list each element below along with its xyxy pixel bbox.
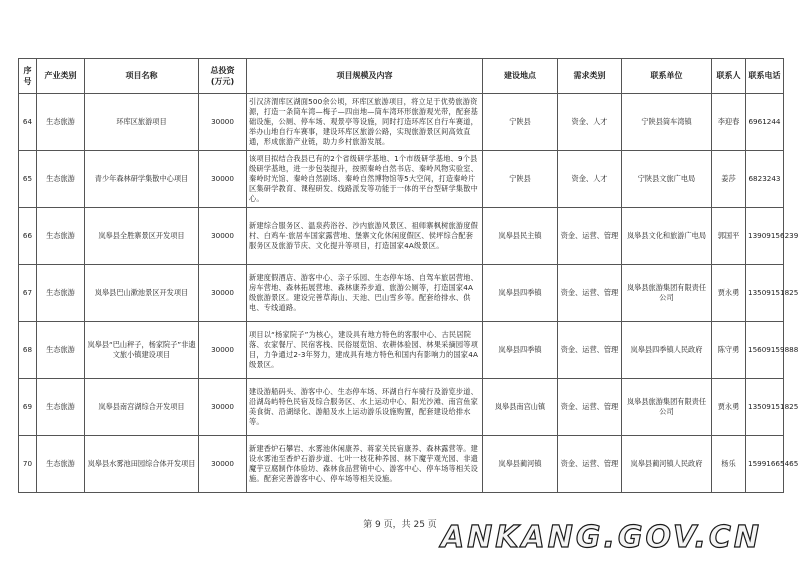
cell-name: 岚皋县南宫湖综合开发项目 (85, 379, 199, 436)
header-investment: 总投资 (万元) (199, 59, 247, 94)
cell-seq: 68 (19, 322, 37, 379)
table-row (19, 208, 784, 265)
watermark-logo: ANKANG.GOV.CN (440, 520, 762, 555)
cell-scope: 该项目拟结合我县已有的2个省级研学基地、1个市级研学基地、9个县级研学基地，进一步包装提升，按照秦岭自然书店、秦岭风物实验室、秦岭时光馆、秦岭自然剧场、秦岭自然博物馆等5大空间，打造秦岭片区集研学教育、课程研发、线路派发等功能于一体的平台型研学集散中心。 (247, 151, 483, 208)
cell-industry: 生态旅游 (37, 151, 85, 208)
cell-seq: 69 (19, 379, 37, 436)
cell-industry: 生态旅游 (37, 379, 85, 436)
cell-phone: 6823243 (746, 151, 784, 208)
cell-investment: 30000 (199, 379, 247, 436)
cell-scope: 新建综合服务区、温泉药浴谷、沙内旅游风景区、祖师寨枫树旅游度假村、白鸡车·旅居车国家露营地、堡寨文化休闲度假区、侯坪综合配套服务区及旅游节庆、文化提升等项目，打造国家4A级景区。 (247, 208, 483, 265)
cell-location: 岚皋县四季镇 (483, 265, 558, 322)
cell-industry: 生态旅游 (37, 94, 85, 151)
cell-name: 岚皋县全胜寨景区开发项目 (85, 208, 199, 265)
cell-scope: 建设游船码头、游客中心、生态停车场、环湖自行车骑行及游览步道、沿湖岛屿特色民宿及综合服务区、水上运动中心、阳光沙滩、南宫鱼家美食街、沿湖绿化、游船及水上运动游乐设施购置，配套建设给排水等。 (247, 379, 483, 436)
table-row (19, 265, 784, 322)
header-scope: 项目规模及内容 (247, 59, 483, 94)
cell-investment: 30000 (199, 208, 247, 265)
header-demand: 需求类别 (558, 59, 622, 94)
header-industry: 产业类别 (37, 59, 85, 94)
cell-location: 岚皋县南宫山镇 (483, 379, 558, 436)
cell-demand: 资金、运营、管理 (558, 322, 622, 379)
table-row (19, 151, 784, 208)
header-unit: 联系单位 (622, 59, 712, 94)
table-row (19, 436, 784, 493)
cell-unit: 宁陕县文旅广电局 (622, 151, 712, 208)
cell-unit: 岚皋县蔺河镇人民政府 (622, 436, 712, 493)
cell-contact: 杨乐 (712, 436, 746, 493)
cell-phone: 13509151825 (746, 379, 784, 436)
header-location: 建设地点 (483, 59, 558, 94)
cell-contact: 李迎春 (712, 94, 746, 151)
cell-unit: 岚皋县四季镇人民政府 (622, 322, 712, 379)
cell-seq: 70 (19, 436, 37, 493)
cell-demand: 资金、人才 (558, 151, 622, 208)
cell-name: 岚皋县“巴山秤子，杨家院子”非遗文旅小镇建设项目 (85, 322, 199, 379)
cell-location: 宁陕县 (483, 94, 558, 151)
cell-demand: 资金、运营、管理 (558, 436, 622, 493)
project-table (18, 58, 799, 493)
cell-unit: 岚皋县文化和旅游广电局 (622, 208, 712, 265)
cell-investment: 30000 (199, 265, 247, 322)
header-phone: 联系电话 (746, 59, 784, 94)
cell-demand: 资金、运营、管理 (558, 208, 622, 265)
cell-phone: 6961244 (746, 94, 784, 151)
cell-contact: 陈守勇 (712, 322, 746, 379)
cell-industry: 生态旅游 (37, 436, 85, 493)
cell-industry: 生态旅游 (37, 265, 85, 322)
cell-phone: 13509151825 (746, 265, 784, 322)
cell-scope: 新建度假酒店、游客中心、亲子乐园、生态停车场、自驾车旅居营地、房车营地、森林拓展营地、森林康养步道、旅游公厕等，打造国家4A级旅游景区。建设完善草海山、天池、巴山雪乡等。配套给排水、供电、专线道路。 (247, 265, 483, 322)
cell-investment: 30000 (199, 151, 247, 208)
table-row (19, 379, 784, 436)
table-row (19, 322, 784, 379)
cell-location: 岚皋县四季镇 (483, 322, 558, 379)
cell-unit: 宁陕县筒车湾镇 (622, 94, 712, 151)
cell-demand: 资金、人才 (558, 94, 622, 151)
cell-seq: 64 (19, 94, 37, 151)
cell-contact: 贾永勇 (712, 265, 746, 322)
cell-seq: 66 (19, 208, 37, 265)
cell-industry: 生态旅游 (37, 208, 85, 265)
cell-location: 岚皋县民主镇 (483, 208, 558, 265)
cell-name: 岚皋县水雾池田园综合体开发项目 (85, 436, 199, 493)
table-row (19, 94, 784, 151)
cell-name: 青少年森林研学集散中心项目 (85, 151, 199, 208)
header-seq: 序号 (19, 59, 37, 94)
cell-seq: 67 (19, 265, 37, 322)
cell-seq: 65 (19, 151, 37, 208)
cell-contact: 贾永勇 (712, 379, 746, 436)
cell-investment: 30000 (199, 322, 247, 379)
cell-name: 岚皋县巴山漱池景区开发项目 (85, 265, 199, 322)
cell-phone: 13909156239 (746, 208, 784, 265)
cell-scope: 项目以“杨家院子”为核心，建设具有地方特色的客服中心、古民居院落、农家餐厅、民宿客栈、民俗展览馆、农耕体验园、林果采摘园等项目，力争通过2-3年努力，建成具有地方特色和国内有影响力的国家4A级景区。 (247, 322, 483, 379)
cell-unit: 岚皋县旅游集团有限责任公司 (622, 379, 712, 436)
cell-location: 岚皋县蔺河镇 (483, 436, 558, 493)
cell-phone: 15991665465 (746, 436, 784, 493)
cell-scope: 引汉济渭库区湖面500余公顷，环库区旅游项目，将立足于优势旅游资源，打造一条筒车湾—梅子—四亩地—筒车湾环形旅游观光带，配套基础设施，公厕、停车场、观景亭等设施，同时打造环库区自行车赛道，举办山地自行车赛事，建设环库区旅游公路，实现旅游景区间高效直通，形成旅游产业链，助力乡村旅游发展。 (247, 94, 483, 151)
cell-name: 环库区旅游项目 (85, 94, 199, 151)
cell-unit: 岚皋县旅游集团有限责任公司 (622, 265, 712, 322)
cell-location: 宁陕县 (483, 151, 558, 208)
cell-industry: 生态旅游 (37, 322, 85, 379)
cell-investment: 30000 (199, 94, 247, 151)
page-footer: 第 9 页，共 25 页 (363, 520, 437, 530)
cell-demand: 资金、运营、管理 (558, 379, 622, 436)
header-name: 项目名称 (85, 59, 199, 94)
header-contact: 联系人 (712, 59, 746, 94)
cell-scope: 新建香炉石攀岩、水雾池休闲康养、蒋家关民宿康养、森林露营等。建设水雾池至香炉石游步道、七叶一枝花种养园、林下魔芋观光园、非遗魔芋豆腐制作体验坊、森林食品营销中心、游客中心、停车场等相关设施。配套完善游客中心、停车场等相关设施。 (247, 436, 483, 493)
cell-contact: 郭国平 (712, 208, 746, 265)
cell-demand: 资金、运营、管理 (558, 265, 622, 322)
header-row (19, 59, 784, 94)
cell-investment: 30000 (199, 436, 247, 493)
cell-contact: 姜莎 (712, 151, 746, 208)
cell-phone: 15609159888 (746, 322, 784, 379)
